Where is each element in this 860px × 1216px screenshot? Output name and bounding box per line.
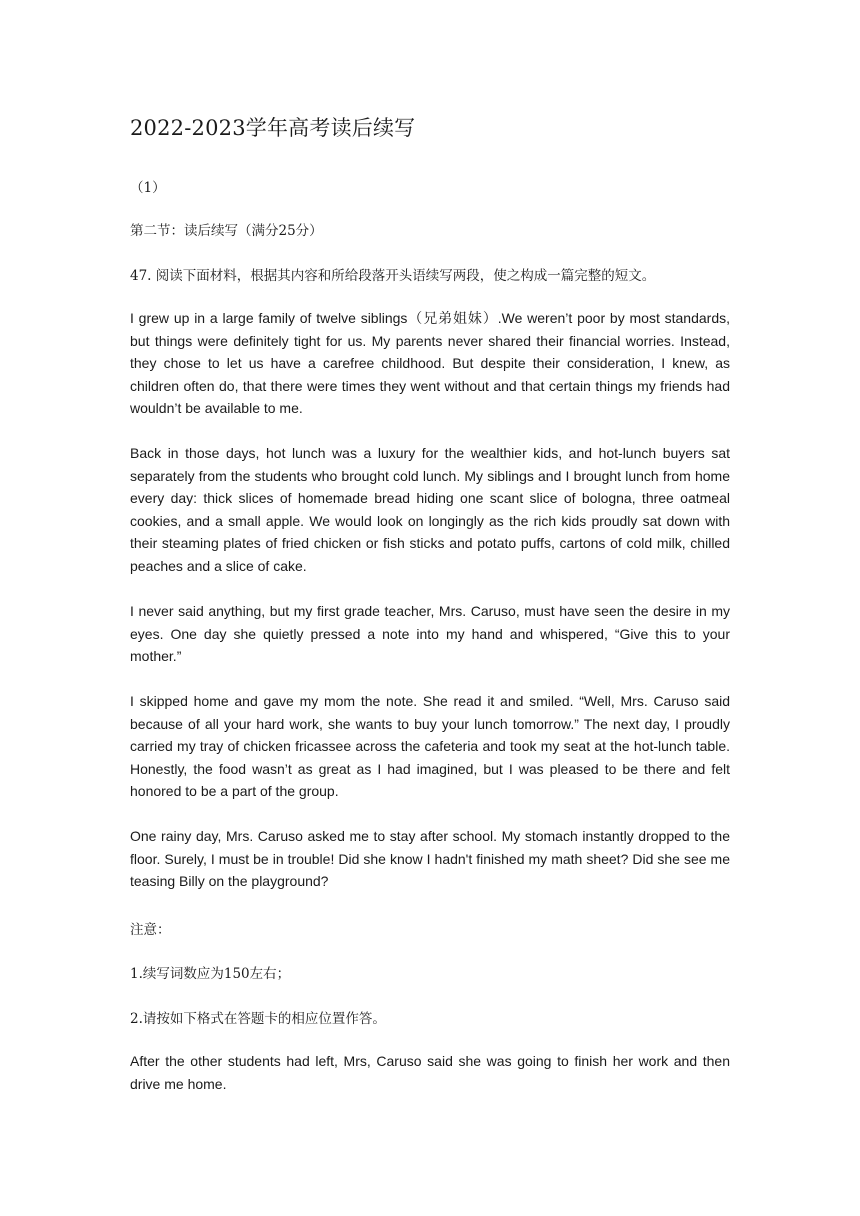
question-number: （1）: [130, 180, 166, 196]
section-heading: 第二节：读后续写（满分25分）: [130, 223, 323, 239]
notes-heading: 注意：: [130, 922, 171, 938]
continuation-opening: After the other students had left, Mrs, Caruso said she was going to finish her work and then drive me home.: [130, 1053, 730, 1092]
story-paragraph-2: Back in those days, hot lunch was a luxury for the wealthier kids, and hot-lunch buyers sat separately from the students who brought cold lunch. My siblings and I brought lunch from home every day: thick slices of homemade bread hiding one scant slice of bologna, three oatmeal cookies, and a small apple. We would look on longingly as the rich kids proudly sat down with their steaming plates of fried chicken or fish sticks and potato puffs, cartons of cold milk, chilled peaches and a slice of cake.: [130, 445, 730, 574]
story-paragraph-4: I skipped home and gave my mom the note. She read it and smiled. “Well, Mrs. Caruso said because of all your hard work, she wants to buy your lunch tomorrow.” The next day, I proudly carried my tray of chicken fricassee across the cafeteria and took my seat at the hot-lunch table. Honestly, the food wasn’t as great as I had imagined, but I was pleased to be there and felt honored to be a part of the group.: [130, 693, 730, 799]
task-instruction: 47. 阅读下面材料，根据其内容和所给段落开头语续写两段，使之构成一篇完整的短文。: [130, 268, 656, 284]
note-word-count: 1.续写词数应为150左右；: [130, 966, 291, 982]
story-paragraph-3: I never said anything, but my first grade teacher, Mrs. Caruso, must have seen the desire in my eyes. One day she quietly pressed a note into my hand and whispered, “Give this to your mother.”: [130, 603, 730, 664]
story-paragraph-1: I grew up in a large family of twelve siblings（兄弟姐妹）.We weren’t poor by most standards, but things were definitely tight for us. My parents never shared their financial worries. Instead, they chose to let us have a carefree childhood. But despite their consideration, I knew, as children often do, that there were times they went without and that certain things my friends had wouldn’t be available to me.: [130, 310, 730, 416]
story-paragraph-5: One rainy day, Mrs. Caruso asked me to stay after school. My stomach instantly dropped to the floor. Surely, I must be in trouble! Did she know I hadn't finished my math sheet? Did she see me teasing Billy on the playground?: [130, 828, 730, 889]
note-answer-format: 2.请按如下格式在答题卡的相应位置作答。: [130, 1011, 386, 1027]
document-title: 2022-2023学年高考读后续写: [130, 116, 416, 140]
